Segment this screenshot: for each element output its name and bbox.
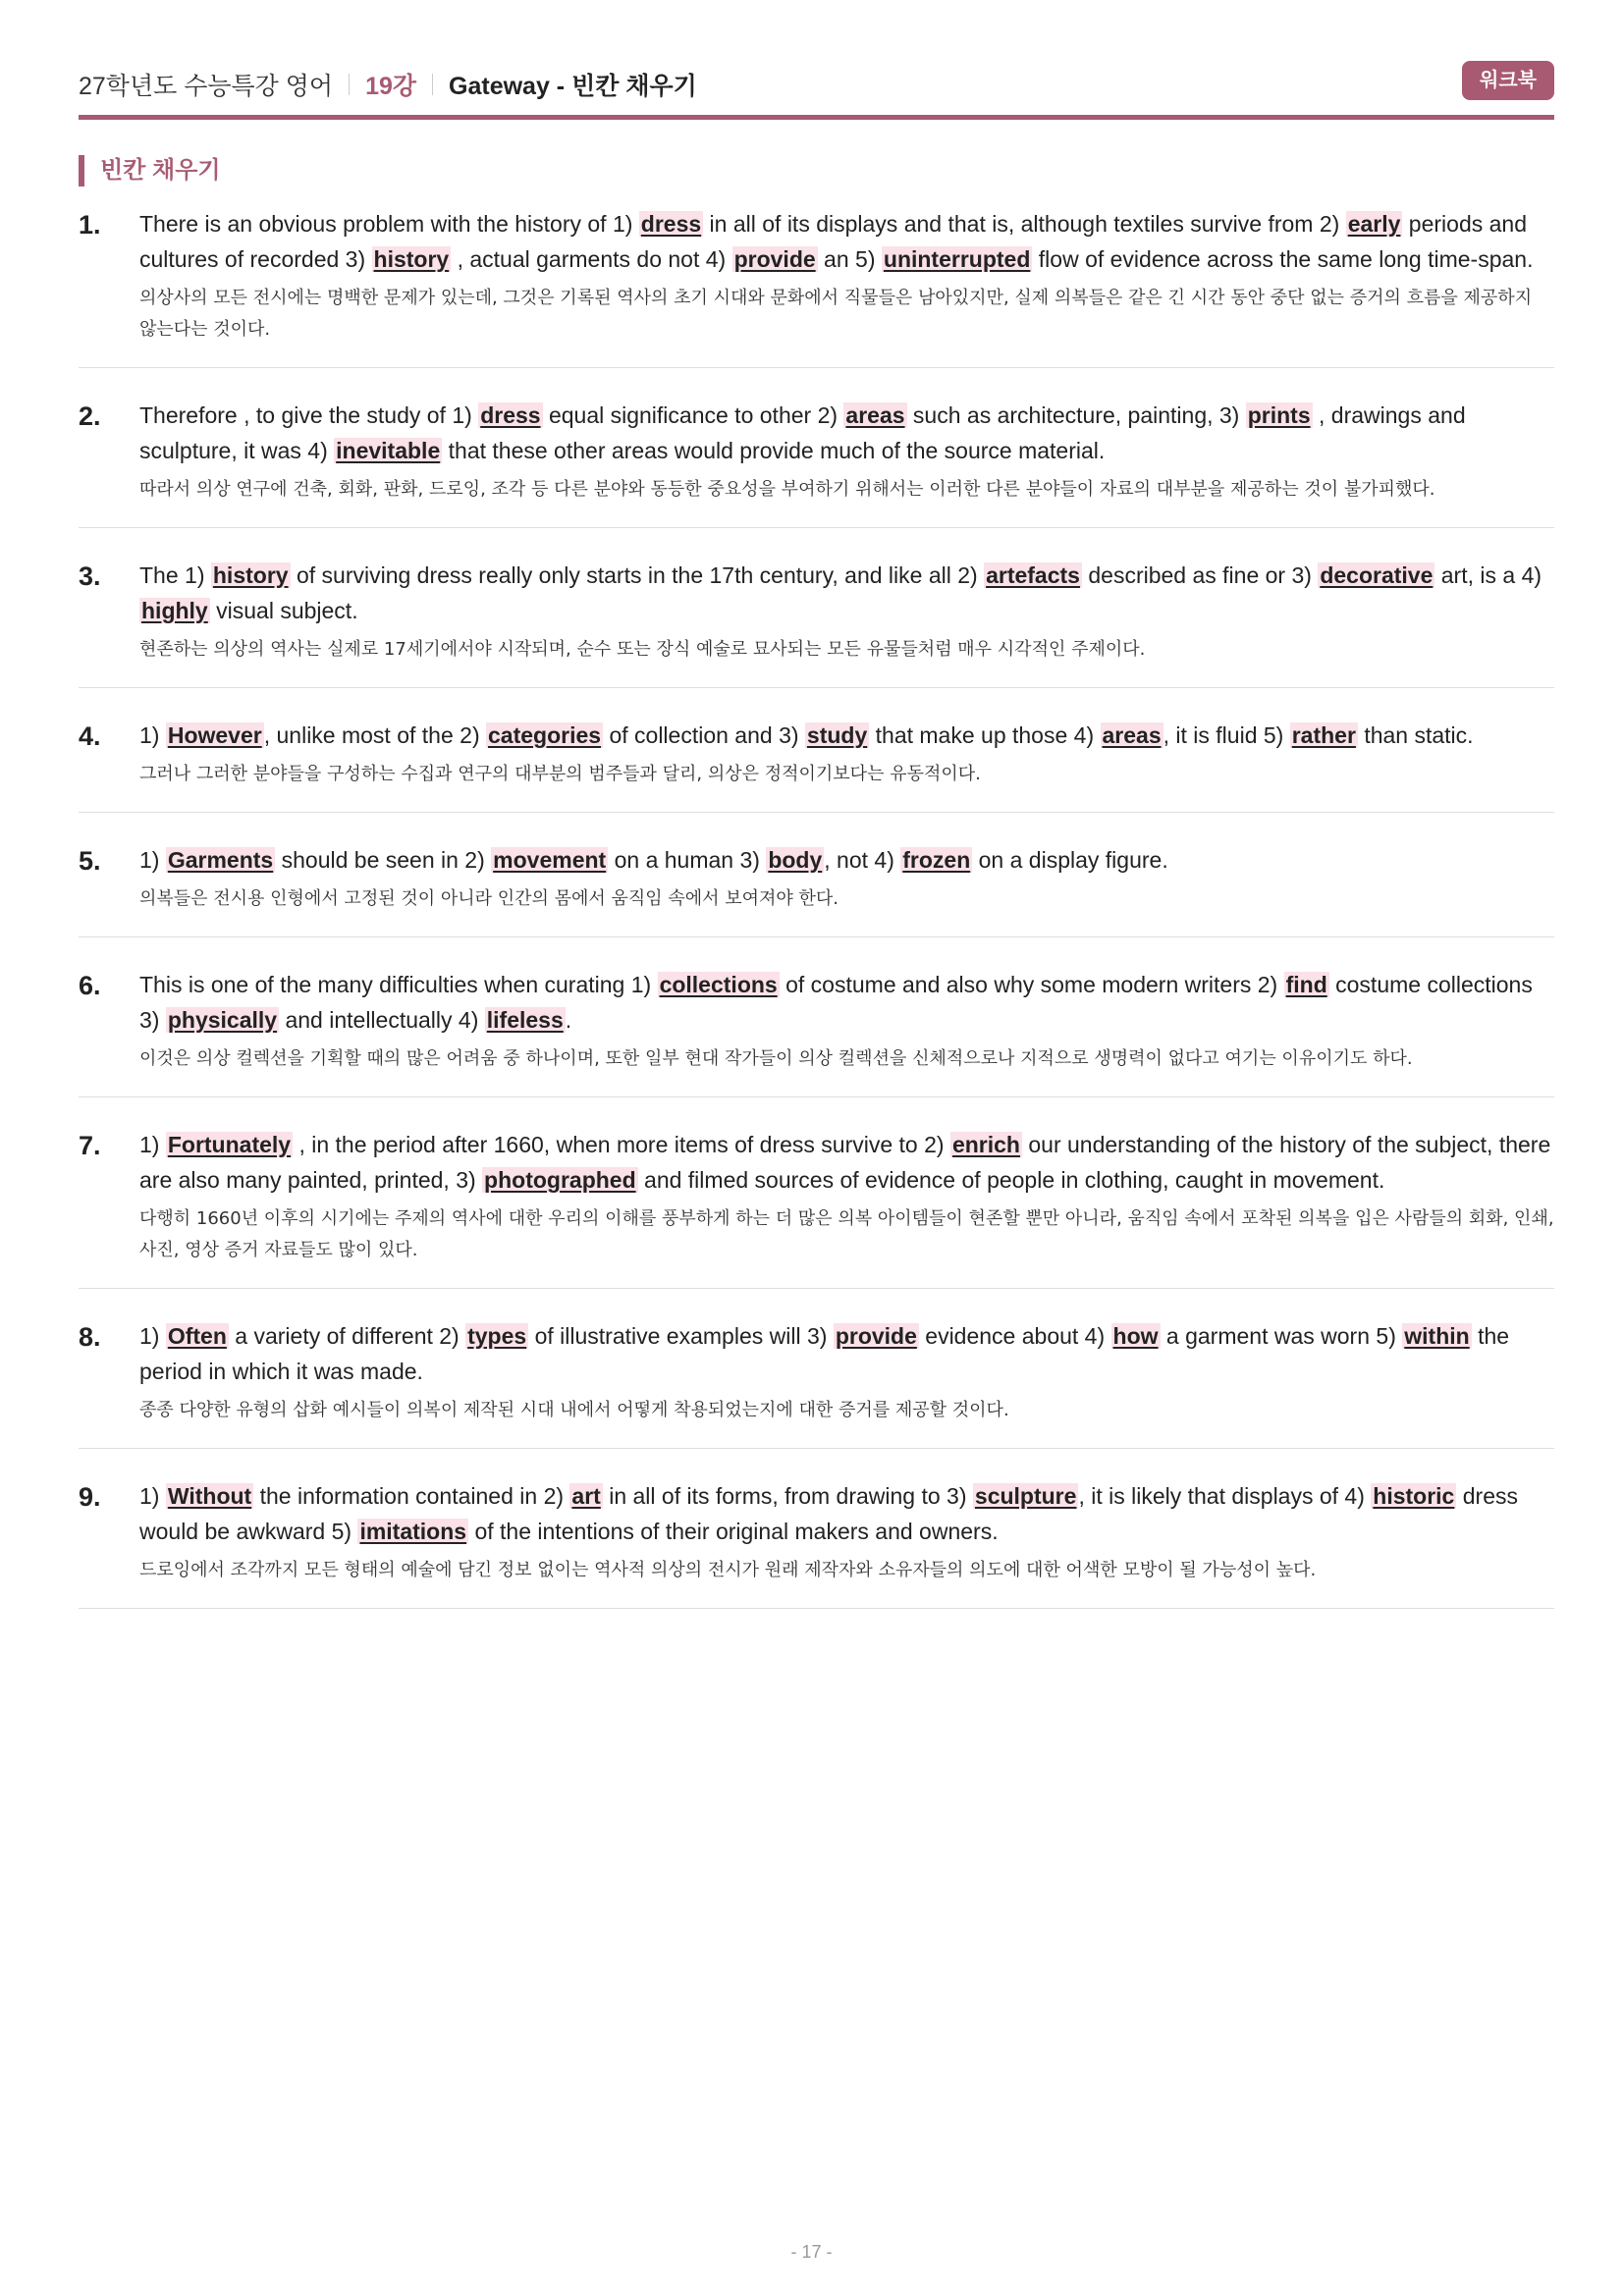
sentence-text: a garment was worn 5) (1160, 1323, 1403, 1349)
sentence-text: that make up those 4) (869, 722, 1101, 748)
sentence-text: There is an obvious problem with the history of 1) (139, 211, 639, 237)
sentence-text: such as architecture, painting, 3) (906, 402, 1246, 428)
blank-answer: history (212, 562, 289, 588)
header-breadcrumb (79, 67, 697, 102)
exercise-number: 8. (79, 1322, 101, 1352)
blank-answer: collections (659, 972, 778, 997)
blank-answer: decorative (1320, 562, 1434, 588)
sentence-text: a variety of different 2) (228, 1323, 466, 1349)
blank-answer: Without (167, 1483, 252, 1509)
blank-answer: dress (640, 211, 702, 237)
blank-answer: physically (167, 1007, 278, 1033)
sentence-text: our understanding of the history of the subject, there are also many painted, printed, 3) (139, 1132, 1551, 1193)
lesson-title: Gateway - 빈칸 채우기 (449, 73, 697, 100)
korean-translation: 의복들은 전시용 인형에서 고정된 것이 아니라 인간의 몸에서 움직임 속에서 보여져야 한다. (139, 888, 839, 909)
sentence-text: , actual garments do not 4) (451, 246, 732, 272)
exercise-item (79, 842, 1554, 937)
sentence-text: on a human 3) (608, 847, 767, 873)
blank-answer: artefacts (986, 562, 1080, 588)
korean-translation: 따라서 의상 연구에 건축, 회화, 판화, 드로잉, 조각 등 다른 분야와 동등한 중요성을 부여하기 위해서는 이러한 다른 분야들이 자료의 대부분을 제공하는 것이 불가피했다. (139, 479, 1435, 500)
sentence-text: and intellectually 4) (279, 1007, 485, 1033)
sentence-text: and filmed sources of evidence of people in clothing, caught in movement. (637, 1167, 1385, 1193)
sentence-text: that these other areas would provide much of the source material. (442, 438, 1106, 463)
blank-answer: find (1285, 972, 1327, 997)
korean-translation: 드로잉에서 조각까지 모든 형태의 예술에 담긴 정보 없이는 역사적 의상의 전시가 원래 제작자와 소유자들의 의도에 대한 어색한 모방이 될 가능성이 높다. (139, 1560, 1317, 1580)
sentence-text: , unlike most of the 2) (263, 722, 486, 748)
korean-translation: 다행히 1660년 이후의 시기에는 주제의 역사에 대한 우리의 이해를 풍부하게 하는 더 많은 의복 아이템들이 현존할 뿐만 아니라, 움직임 속에서 포착된 의복을 입은 사람들의 회화, 인쇄, 사진, 영상 증거 자료들도 많이 있다. (139, 1208, 1554, 1260)
blank-answer: rather (1291, 722, 1356, 748)
blank-answer: sculpture (974, 1483, 1077, 1509)
sentence-text: dress would be awkward 5) (139, 1483, 1518, 1544)
blank-answer: lifeless (486, 1007, 564, 1033)
sentence-text: 1) (139, 847, 166, 873)
exercise-item (79, 558, 1554, 688)
exercise-list (79, 206, 1554, 1638)
blank-answer: historic (1373, 1483, 1455, 1509)
blank-answer: provide (733, 246, 816, 272)
english-sentence (139, 718, 1554, 753)
blank-answer: areas (1102, 722, 1162, 748)
sentence-text: of the intentions of their original makers and owners. (468, 1519, 999, 1544)
blank-answer: Garments (167, 847, 274, 873)
korean-translation: 의상사의 모든 전시에는 명백한 문제가 있는데, 그것은 기록된 역사의 초기 시대와 문화에서 직물들은 남아있지만, 실제 의복들은 같은 긴 시간 동안 중단 없는 증거의 흐름을 제공하지 않는다는 것이다. (139, 288, 1533, 340)
sentence-text: This is one of the many difficulties when curating 1) (139, 972, 658, 997)
sentence-text: than static. (1357, 722, 1474, 748)
sentence-text: evidence about 4) (918, 1323, 1111, 1349)
sentence-text: Therefore , to give the study of 1) (139, 402, 479, 428)
sentence-text: of surviving dress really only starts in the 17th century, and like all 2) (290, 562, 985, 588)
blank-answer: body (768, 847, 823, 873)
exercise-item (79, 1478, 1554, 1609)
exercise-number: 5. (79, 846, 101, 876)
english-sentence (139, 1127, 1554, 1198)
sentence-text: described as fine or 3) (1081, 562, 1319, 588)
blank-answer: imitations (359, 1519, 467, 1544)
header-divider (432, 74, 433, 95)
exercise-number: 6. (79, 971, 101, 1000)
korean-translation: 그러나 그러한 분야들을 구성하는 수집과 연구의 대부분의 범주들과 달리, 의상은 정적이기보다는 유동적이다. (139, 764, 981, 784)
blank-answer: uninterrupted (883, 246, 1031, 272)
workbook-badge: 워크북 (1462, 61, 1554, 100)
sentence-text: art, is a 4) (1434, 562, 1542, 588)
blank-answer: Fortunately (167, 1132, 292, 1157)
sentence-text: periods and cultures of recorded 3) (139, 211, 1528, 272)
sentence-text: in all of its displays and that is, although textiles survive from 2) (703, 211, 1346, 237)
blank-answer: provide (835, 1323, 917, 1349)
blank-answer: areas (845, 402, 905, 428)
english-sentence (139, 1478, 1554, 1549)
sentence-text: visual subject. (209, 598, 358, 623)
sentence-text: costume collections 3) (139, 972, 1533, 1033)
exercise-number: 7. (79, 1131, 101, 1160)
sentence-text: The 1) (139, 562, 211, 588)
sentence-text: in all of its forms, from drawing to 3) (602, 1483, 973, 1509)
blank-answer: prints (1247, 402, 1311, 428)
blank-answer: movement (493, 847, 607, 873)
english-sentence (139, 398, 1554, 468)
header-divider (349, 74, 350, 95)
blank-answer: inevitable (336, 438, 441, 463)
exercise-number: 1. (79, 210, 101, 240)
english-sentence (139, 206, 1554, 277)
english-sentence (139, 558, 1554, 628)
blank-answer: early (1347, 211, 1401, 237)
english-sentence (139, 1318, 1554, 1389)
sentence-text: 1) (139, 722, 166, 748)
exercise-number: 2. (79, 401, 101, 431)
korean-translation: 종종 다양한 유형의 삽화 예시들이 의복이 제작된 시대 내에서 어떻게 착용되었는지에 대한 증거를 제공할 것이다. (139, 1400, 1009, 1420)
sentence-text: , it is likely that displays of 4) (1078, 1483, 1372, 1509)
sentence-text: of collection and 3) (603, 722, 805, 748)
english-sentence (139, 967, 1554, 1038)
blank-answer: Often (167, 1323, 227, 1349)
sentence-text: the period in which it was made. (139, 1323, 1510, 1384)
blank-answer: how (1112, 1323, 1159, 1349)
sentence-text: equal significance to other 2) (542, 402, 844, 428)
blank-answer: types (467, 1323, 527, 1349)
blank-answer: enrich (951, 1132, 1020, 1157)
blank-answer: study (806, 722, 868, 748)
sentence-text: 1) (139, 1483, 166, 1509)
sentence-text: the information contained in 2) (253, 1483, 570, 1509)
blank-answer: within (1404, 1323, 1470, 1349)
english-sentence (139, 842, 1554, 878)
book-title: 27학년도 수능특강 영어 (79, 73, 334, 100)
exercise-item (79, 967, 1554, 1097)
exercise-item (79, 398, 1554, 528)
exercise-item (79, 718, 1554, 813)
sentence-text: of costume and also why some modern writers 2) (779, 972, 1284, 997)
blank-answer: However (167, 722, 262, 748)
sentence-text: , drawings and sculpture, it was 4) (139, 402, 1466, 463)
blank-answer: history (373, 246, 450, 272)
sentence-text: , it is fluid 5) (1163, 722, 1290, 748)
lesson-number: 19강 (365, 73, 417, 100)
sentence-text: 1) (139, 1132, 166, 1157)
exercise-number: 4. (79, 721, 101, 751)
korean-translation: 현존하는 의상의 역사는 실제로 17세기에서야 시작되며, 순수 또는 장식 예술로 묘사되는 모든 유물들처럼 매우 시각적인 주제이다. (139, 639, 1146, 660)
page-header (79, 61, 1554, 120)
blank-answer: dress (480, 402, 541, 428)
blank-answer: categories (488, 722, 602, 748)
sentence-text: should be seen in 2) (275, 847, 492, 873)
sentence-text: flow of evidence across the same long time-span. (1032, 246, 1534, 272)
sentence-text: , not 4) (824, 847, 901, 873)
sentence-text: 1) (139, 1323, 166, 1349)
blank-answer: highly (141, 598, 208, 623)
page-number: - 17 - (790, 2242, 833, 2262)
sentence-text: of illustrative examples will 3) (528, 1323, 834, 1349)
exercise-number: 9. (79, 1482, 101, 1512)
section-title: 빈칸 채우기 (79, 155, 221, 187)
exercise-item (79, 206, 1554, 368)
exercise-number: 3. (79, 561, 101, 591)
sentence-text: . (565, 1007, 572, 1033)
exercise-item (79, 1318, 1554, 1449)
blank-answer: frozen (902, 847, 971, 873)
exercise-item (79, 1127, 1554, 1289)
sentence-text: , in the period after 1660, when more items of dress survive to 2) (293, 1132, 950, 1157)
korean-translation: 이것은 의상 컬렉션을 기획할 때의 많은 어려움 중 하나이며, 또한 일부 현대 작가들이 의상 컬렉션을 신체적으로나 지적으로 생명력이 없다고 여기는 이유이기도 하다. (139, 1048, 1413, 1069)
sentence-text: on a display figure. (972, 847, 1168, 873)
blank-answer: art (571, 1483, 601, 1509)
sentence-text: an 5) (817, 246, 882, 272)
blank-answer: photographed (484, 1167, 636, 1193)
